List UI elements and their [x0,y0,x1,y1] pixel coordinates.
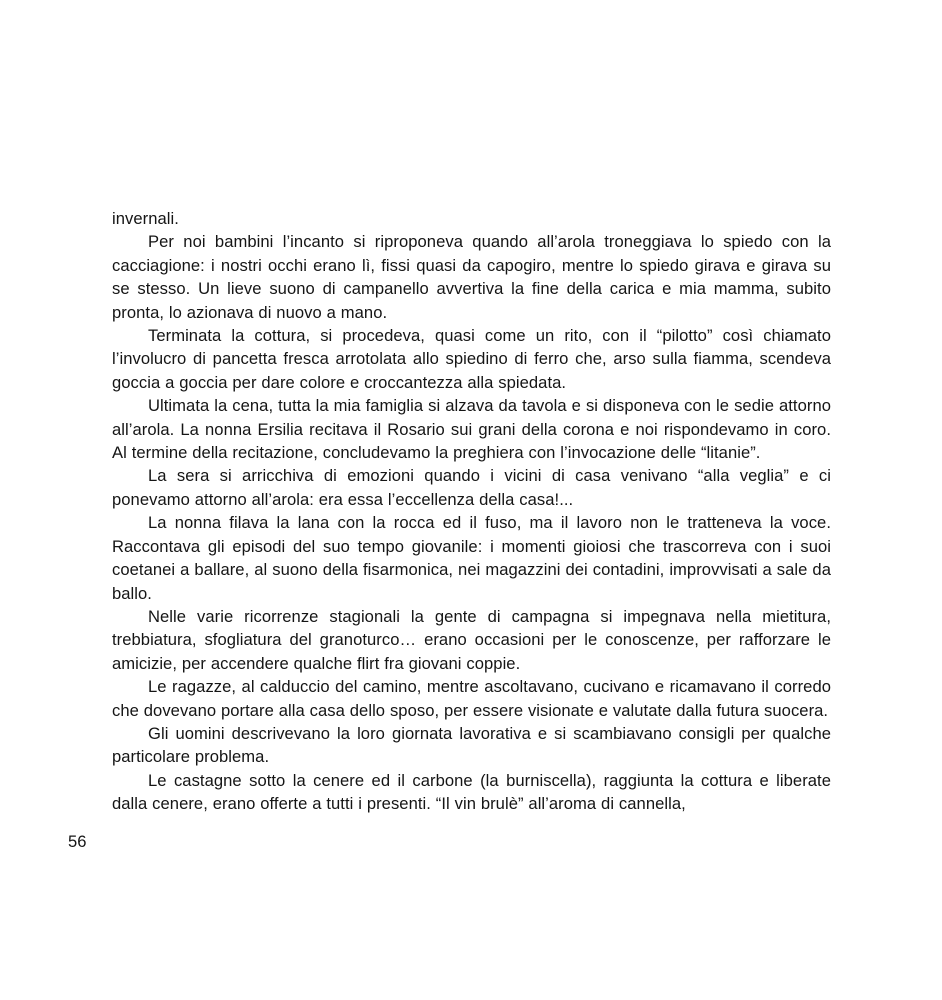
paragraph: Per noi bambini l’incanto si riproponeva quando all’arola troneggiava lo spiedo con la cacciagione: i nostri occhi erano lì, fissi quasi da capogiro, mentre lo spiedo girava e girava su se stesso. Un lieve suono di campanello avvertiva la fine della carica e mia mamma, subito pronta, lo azionava di nuovo a mano. [112,232,831,322]
paragraph: La sera si arricchiva di emozioni quando i vicini di casa venivano “alla veglia” e ci ponevamo attorno all’arola: era essa l’eccellenza della casa!... [112,466,831,509]
paragraph: Terminata la cottura, si procedeva, quasi come un rito, con il “pilotto” così chiamato l’involucro di pancetta fresca arrotolata allo spiedino di ferro che, arso sulla fiamma, scendeva goccia a goccia per dare colore e croccantezza alla spiedata. [112,326,831,392]
paragraph: Ultimata la cena, tutta la mia famiglia si alzava da tavola e si disponeva con le sedie attorno all’arola. La nonna Ersilia recitava il Rosario sui grani della corona e noi rispondevamo in coro. Al termine della recitazione, concludevamo la preghiera con l’invocazione delle “litanie”. [112,396,831,463]
paragraph: Nelle varie ricorrenze stagionali la gente di campagna si impegnava nella mietitura, trebbiatura, sfogliatura del granoturco… erano occasioni per le conoscenze, per rafforzare le amicizie, per accendere qualche flirt fra giovani coppie. [112,606,831,673]
page-text-block [112,207,831,816]
paragraph: Gli uomini descrivevano la loro giornata lavorativa e si scambiavano consigli per qualche particolare problema. [112,723,831,767]
paragraph-continuation: invernali. [112,209,179,228]
page-number: 56 [68,832,87,851]
paragraph: La nonna filava la lana con la rocca ed il fuso, ma il lavoro non le tratteneva la voce. Raccontava gli episodi del suo tempo giovanile: i momenti gioiosi che trascorreva con i suoi coetanei a ballare, al suono della fisarmonica, nei magazzini dei contadini, improvvisati a sale da ballo. [112,513,831,603]
paragraph: Le castagne sotto la cenere ed il carbone (la burniscella), raggiunta la cottura e liberate dalla cenere, erano offerte a tutti i presenti. “Il vin brulè” all’aroma di cannella, [112,770,831,814]
paragraph: Le ragazze, al calduccio del camino, mentre ascoltavano, cucivano e ricamavano il corredo che dovevano portare alla casa dello sposo, per essere visionate e valutate dalla futura suocera. [112,677,831,720]
